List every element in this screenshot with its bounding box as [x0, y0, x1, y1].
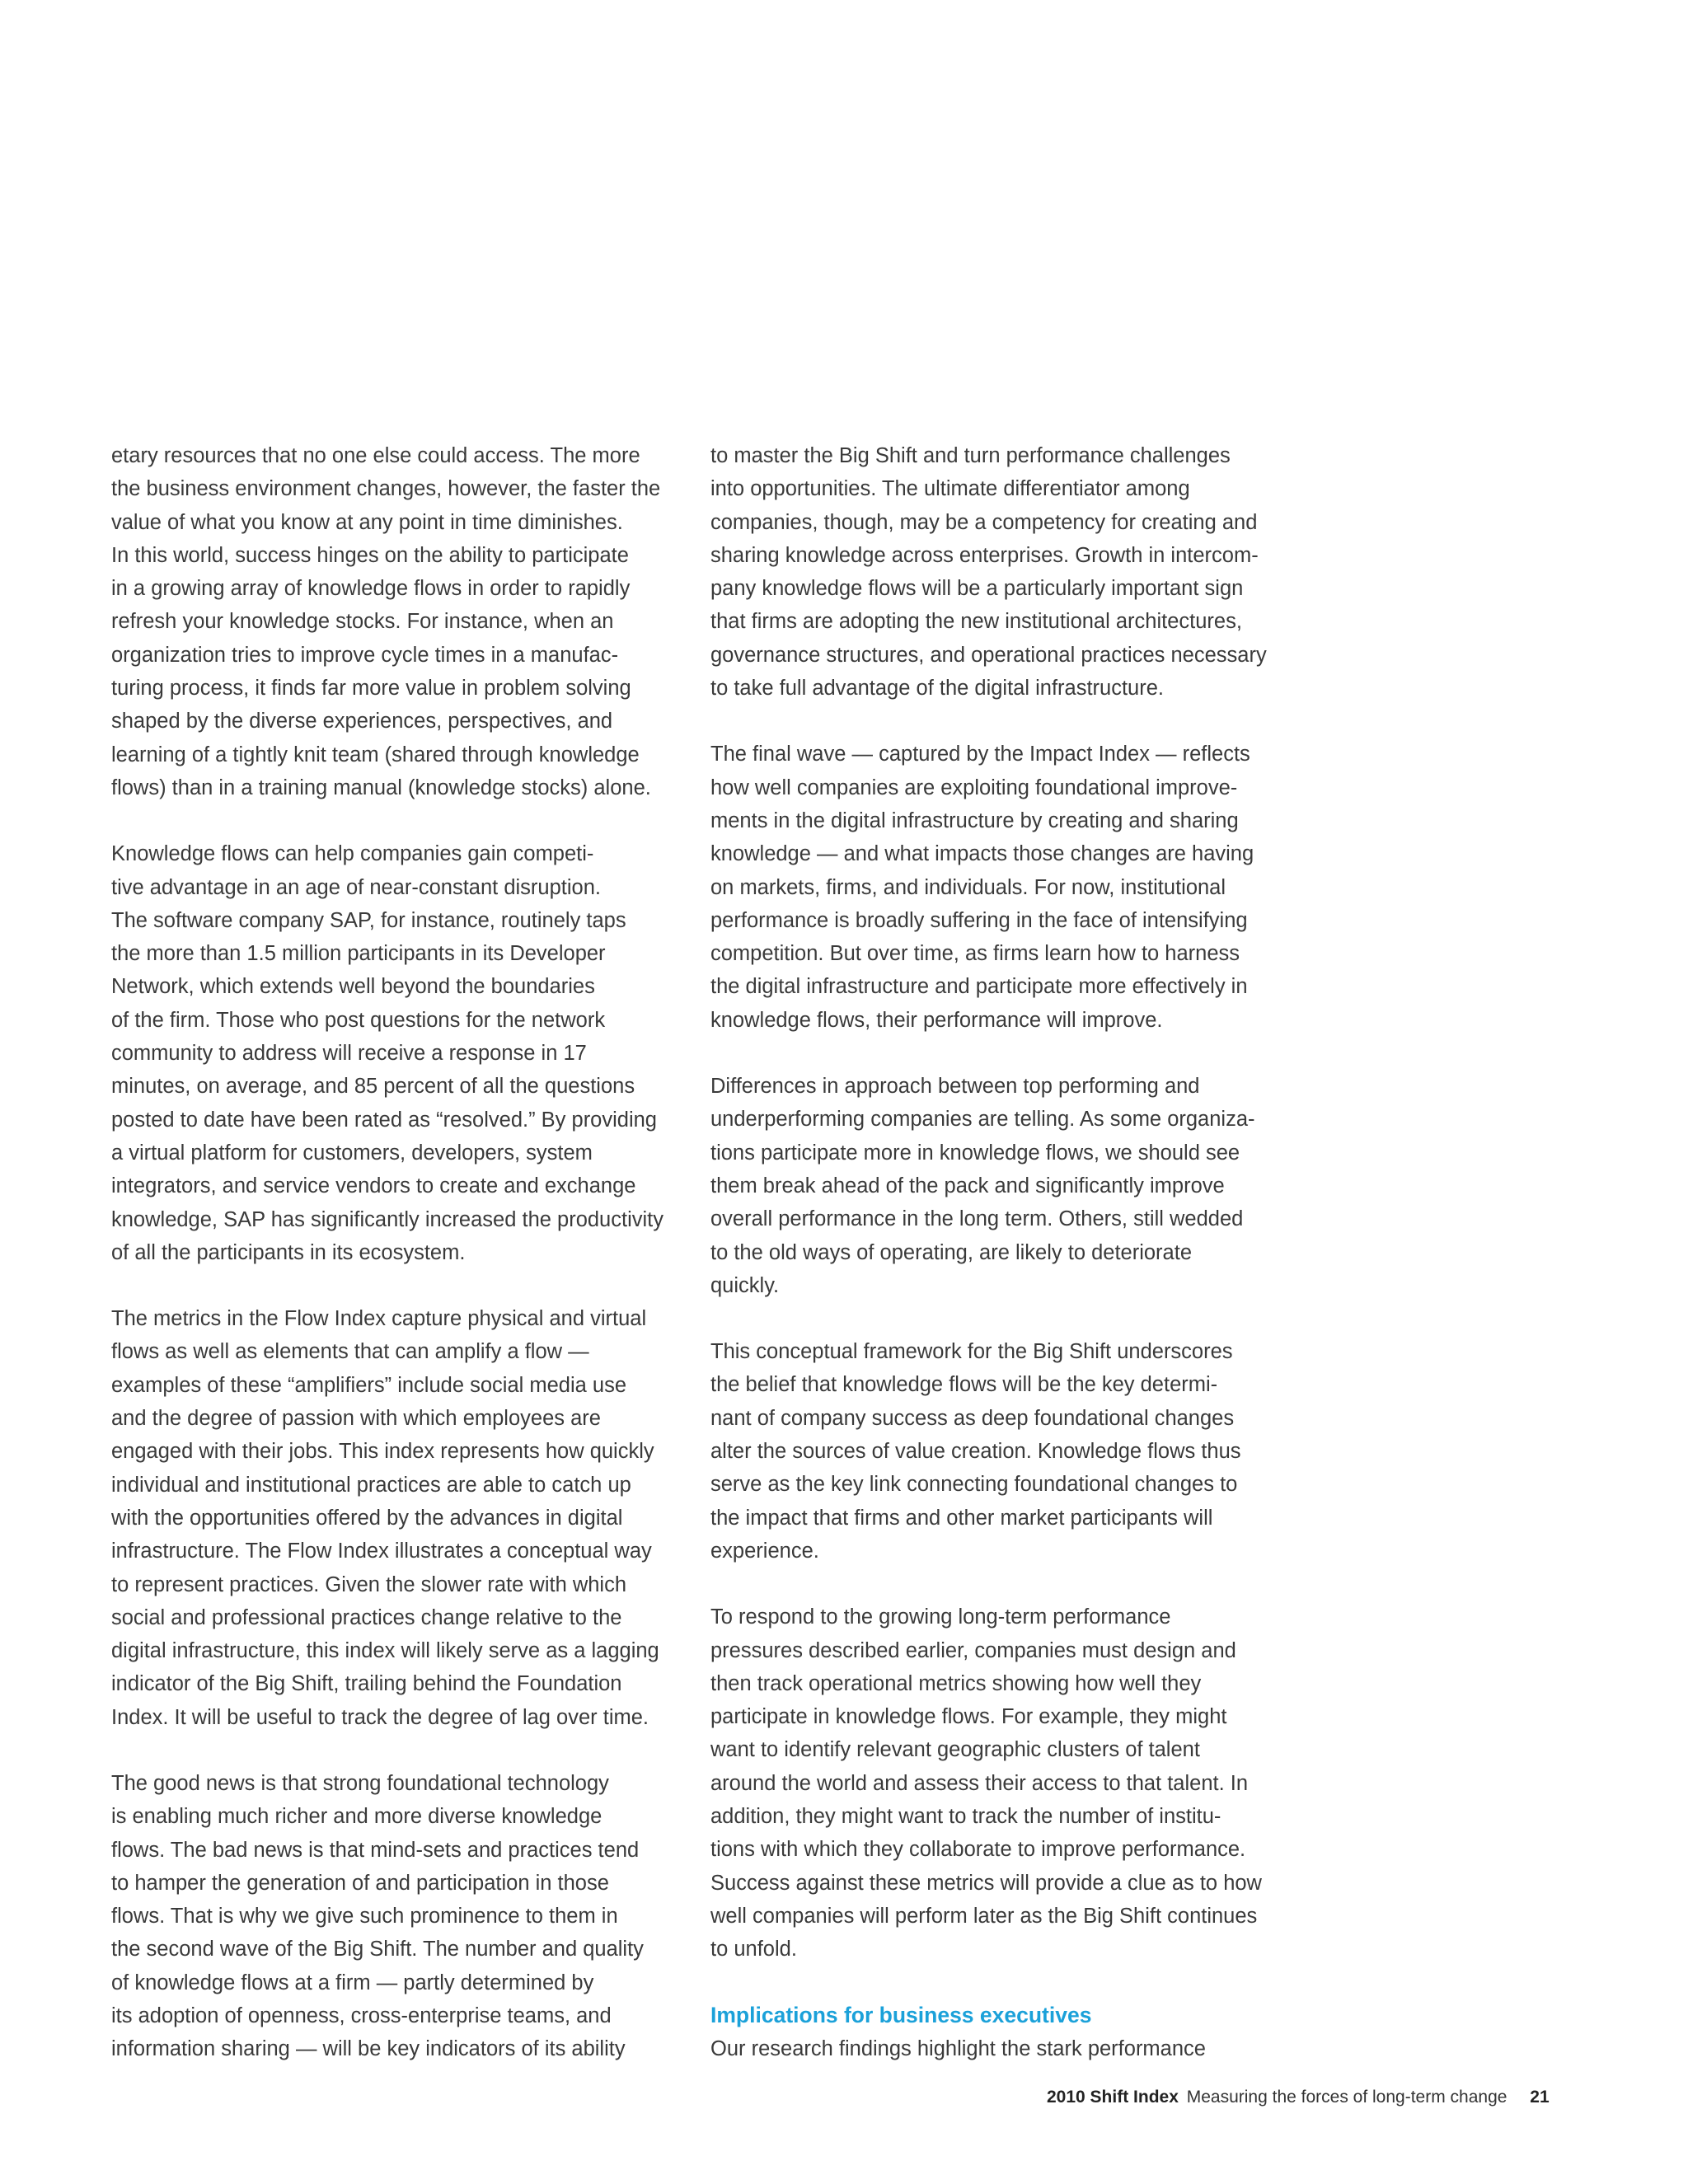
text-line: etary resources that no one else could access. The more [111, 444, 640, 467]
text-line: pany knowledge flows will be a particularly important sign [710, 577, 1244, 601]
text-line: to represent practices. Given the slower rate with which [111, 1572, 627, 1596]
text-line: knowledge flows, their performance will improve. [710, 1008, 1163, 1032]
text-line: with the opportunities offered by the advances in digital [111, 1506, 623, 1530]
text-line: information sharing — will be key indicators of its ability [111, 2037, 626, 2061]
text-line: Network, which extends well beyond the boundaries [111, 975, 595, 999]
page-number: 21 [1530, 2088, 1550, 2107]
text-line: digital infrastructure, this index will likely serve as a lagging [111, 1639, 659, 1663]
text-line: want to identify relevant geographic clusters of talent [710, 1738, 1200, 1762]
text-line: refresh your knowledge stocks. For instance, when an [111, 610, 614, 634]
body-paragraph [710, 1335, 1287, 1568]
text-line: to the old ways of operating, are likely to deteriorate [710, 1240, 1192, 1264]
text-line: of knowledge flows at a firm — partly determined by [111, 1971, 594, 1994]
text-line: knowledge, SAP has significantly increased the productivity [111, 1207, 663, 1231]
text-line: community to address will receive a response in 17 [111, 1042, 587, 1066]
text-line: Index. It will be useful to track the degree of lag over time. [111, 1705, 649, 1729]
text-line: examples of these “amplifiers” include social media use [111, 1373, 627, 1397]
text-line: addition, they might want to track the number of institu- [710, 1804, 1221, 1828]
text-line: overall performance in the long term. Others, still wedded [710, 1207, 1244, 1231]
text-line: Knowledge flows can help companies gain competi- [111, 842, 594, 866]
text-line: To respond to the growing long-term performance [710, 1605, 1171, 1629]
text-line: on markets, firms, and individuals. For now, institutional [710, 875, 1226, 899]
text-line: pressures described earlier, companies must design and [710, 1638, 1236, 1662]
text-line: social and professional practices change relative to the [111, 1605, 622, 1629]
text-line: turing process, it finds far more value in problem solving [111, 677, 631, 701]
text-line: the second wave of the Big Shift. The number and quality [111, 1938, 644, 1961]
text-line: serve as the key link connecting foundational changes to [710, 1473, 1238, 1497]
text-line: competition. But over time, as firms learn how to harness [710, 942, 1240, 966]
body-paragraph [111, 837, 688, 1269]
text-line: tions with which they collaborate to improve performance. [710, 1838, 1246, 1862]
text-line: governance structures, and operational practices necessary [710, 643, 1267, 667]
text-line: experience. [710, 1539, 819, 1563]
text-line: quickly. [710, 1273, 780, 1297]
section-heading: Implications for business executives [710, 2003, 1092, 2028]
text-line: value of what you know at any point in time diminishes. [111, 510, 623, 534]
text-line: The software company SAP, for instance, routinely taps [111, 908, 626, 932]
text-line: ments in the digital infrastructure by creating and sharing [710, 808, 1239, 832]
page-footer [1047, 2085, 1574, 2110]
text-line: of the firm. Those who post questions for the network [111, 1008, 606, 1032]
text-line: the digital infrastructure and participate more effectively in [710, 975, 1248, 999]
text-line: the impact that firms and other market participants will [710, 1506, 1213, 1530]
right-column [710, 439, 1287, 2065]
text-line: sharing knowledge across enterprises. Growth in intercom- [710, 543, 1259, 567]
text-line: the belief that knowledge flows will be the key determi- [710, 1373, 1218, 1397]
text-line: them break ahead of the pack and significantly improve [710, 1174, 1225, 1197]
text-line: flows as well as elements that can amplify a flow — [111, 1340, 589, 1364]
text-line: a virtual platform for customers, developers, system [111, 1141, 593, 1165]
body-paragraph [710, 1070, 1287, 1302]
body-paragraph [111, 439, 688, 804]
text-line: nant of company success as deep foundational changes [710, 1406, 1235, 1430]
text-line: individual and institutional practices are able to catch up [111, 1473, 631, 1497]
text-line: that firms are adopting the new institutional architectures, [710, 610, 1242, 634]
text-line: to unfold. [710, 1938, 797, 1961]
text-line: in a growing array of knowledge flows in order to rapidly [111, 577, 631, 601]
text-line: shaped by the diverse experiences, perspectives, and [111, 710, 613, 733]
text-line: Success against these metrics will provide a clue as to how [710, 1871, 1262, 1895]
text-line: knowledge — and what impacts those changes are having [710, 842, 1254, 866]
text-line: companies, though, may be a competency for creating and [710, 510, 1258, 534]
text-line: organization tries to improve cycle times in a manufac- [111, 643, 619, 667]
text-line: The final wave — captured by the Impact Index — reflects [710, 743, 1250, 766]
body-paragraph [710, 2032, 1287, 2065]
text-line: underperforming companies are telling. As some organiza- [710, 1108, 1255, 1132]
text-line: to master the Big Shift and turn performance challenges [710, 444, 1231, 467]
body-paragraph [111, 1302, 688, 1734]
body-paragraph [710, 738, 1287, 1037]
text-line: The metrics in the Flow Index capture physical and virtual [111, 1307, 647, 1331]
text-line: learning of a tightly knit team (shared through knowledge [111, 743, 640, 766]
footer-tagline: Measuring the forces of long-term change [1186, 2088, 1507, 2107]
text-line: to hamper the generation of and participation in those [111, 1871, 609, 1895]
text-line: tions participate more in knowledge flows, we should see [710, 1141, 1240, 1165]
text-line: participate in knowledge flows. For example, they might [710, 1705, 1227, 1729]
text-line: Our research findings highlight the stark performance [710, 2036, 1206, 2060]
text-line: flows. The bad news is that mind-sets and practices tend [111, 1838, 640, 1862]
text-line: of all the participants in its ecosystem. [111, 1240, 466, 1264]
text-line: to take full advantage of the digital infrastructure. [710, 677, 1164, 701]
text-line: into opportunities. The ultimate differentiator among [710, 477, 1190, 501]
text-line: performance is broadly suffering in the face of intensifying [710, 908, 1248, 932]
text-line: flows) than in a training manual (knowledge stocks) alone. [111, 776, 651, 799]
text-line: engaged with their jobs. This index represents how quickly [111, 1440, 654, 1464]
text-line: alter the sources of value creation. Knowledge flows thus [710, 1440, 1241, 1464]
body-paragraph [710, 1601, 1287, 1966]
body-paragraph [710, 439, 1287, 705]
text-line: flows. That is why we give such prominence to them in [111, 1905, 618, 1929]
text-line: infrastructure. The Flow Index illustrates a conceptual way [111, 1540, 652, 1563]
footer-publication-title: 2010 Shift Index [1047, 2088, 1179, 2107]
text-line: posted to date have been rated as “resolved.” By providing [111, 1108, 657, 1132]
text-line: the business environment changes, however, the faster the [111, 477, 661, 501]
text-line: the more than 1.5 million participants in its Developer [111, 942, 606, 966]
text-line: Differences in approach between top performing and [710, 1075, 1200, 1099]
text-line: integrators, and service vendors to create and exchange [111, 1174, 636, 1198]
text-line: then track operational metrics showing how well they [710, 1671, 1202, 1695]
left-column [111, 439, 688, 2066]
text-line: tive advantage in an age of near-constant disruption. [111, 875, 601, 899]
text-line: This conceptual framework for the Big Shift underscores [710, 1340, 1233, 1364]
text-line: minutes, on average, and 85 percent of all the questions [111, 1075, 635, 1099]
text-line: well companies will perform later as the Big Shift continues [710, 1904, 1258, 1928]
text-line: around the world and assess their access to that talent. In [710, 1771, 1249, 1795]
text-line: its adoption of openness, cross-enterprise teams, and [111, 2004, 612, 2028]
body-paragraph [111, 1767, 688, 2066]
text-line: In this world, success hinges on the ability to participate [111, 543, 629, 567]
text-line: The good news is that strong foundational technology [111, 1771, 609, 1795]
text-line: indicator of the Big Shift, trailing behind the Foundation [111, 1672, 622, 1696]
text-line: how well companies are exploiting foundational improve- [710, 776, 1238, 799]
text-line: is enabling much richer and more diverse knowledge [111, 1805, 603, 1829]
text-line: and the degree of passion with which employees are [111, 1407, 601, 1431]
